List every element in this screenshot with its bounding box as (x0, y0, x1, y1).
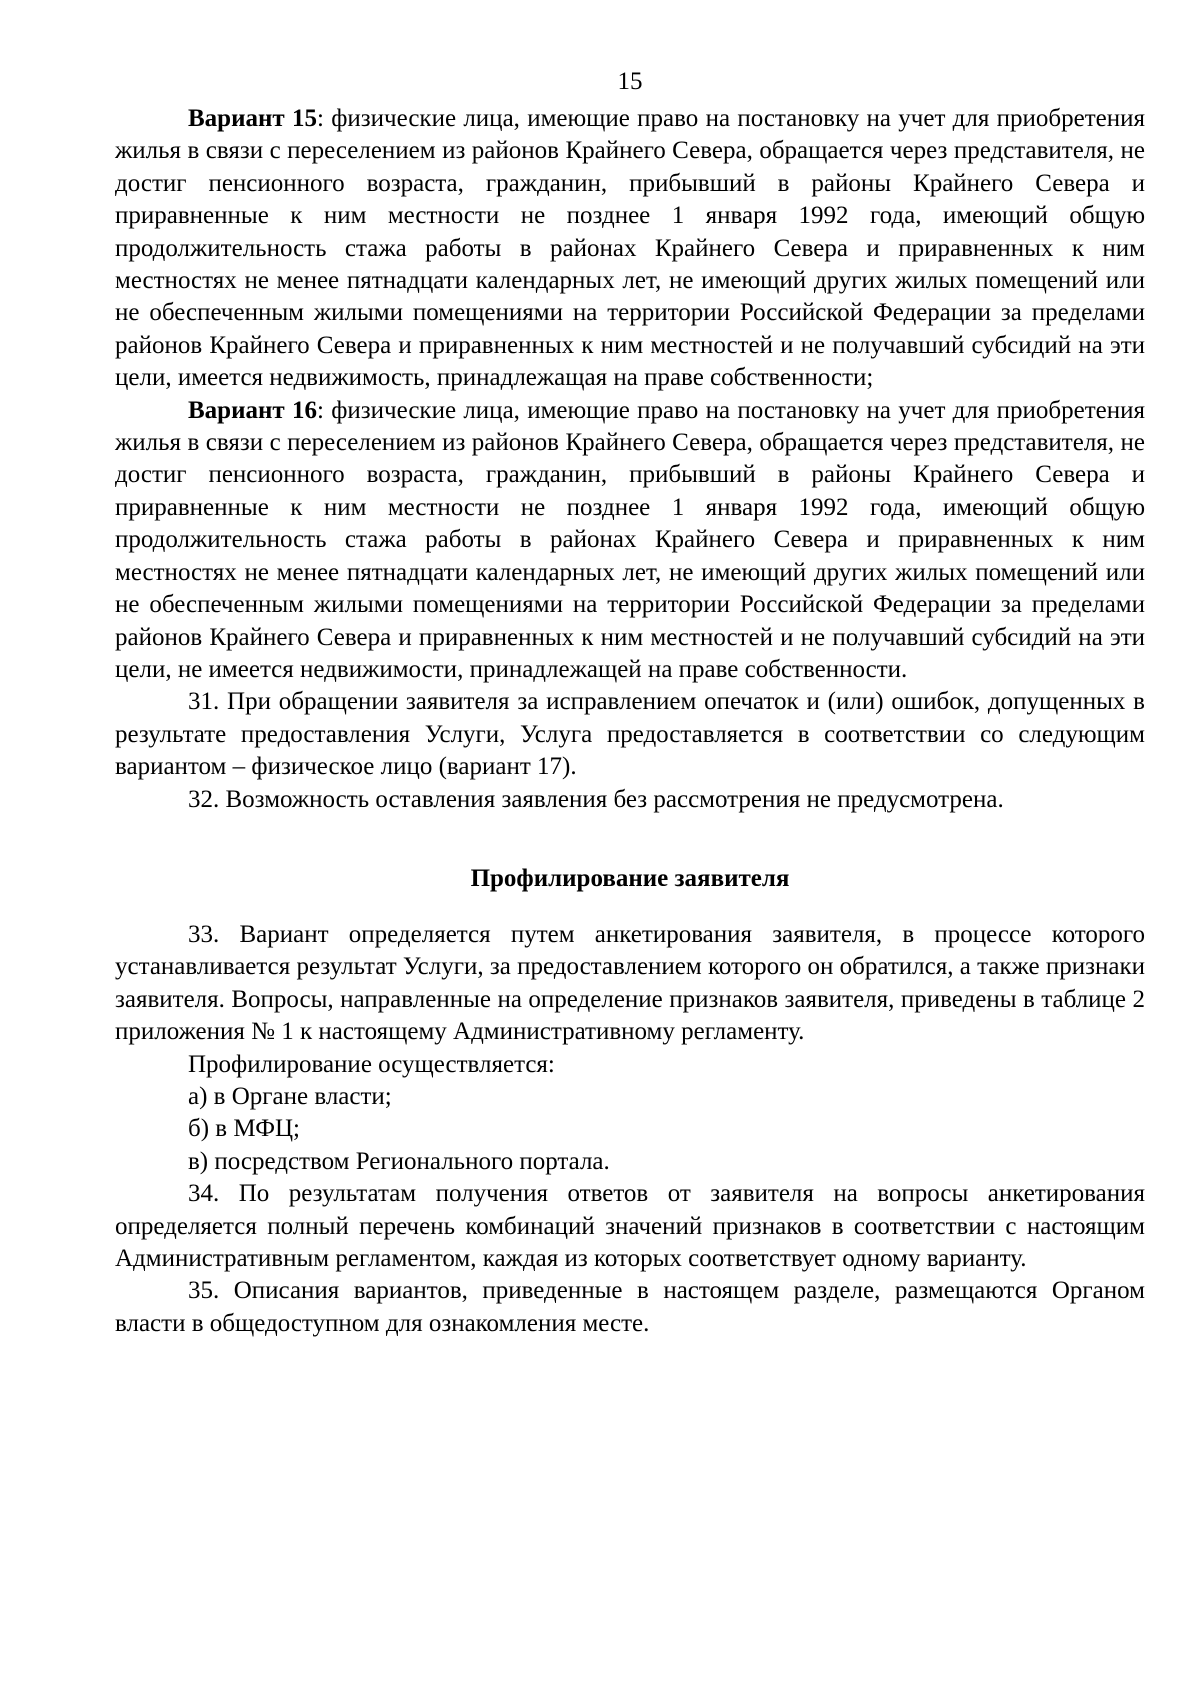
variant-15-paragraph (115, 103, 1145, 395)
paragraph-31: 31. При обращении заявителя за исправлением опечаток и (или) ошибок, допущенных в результате предоставления Услуги, Услуга предоставляется в соответствии со следующим вариантом – физическое лицо (вариант 17). (115, 688, 1145, 781)
variant-16-text: : физические лица, имеющие право на постановку на учет для приобретения жилья в связи с переселением из районов Крайнего Севера, обращается через представителя, не достиг пенсионного возраста, гражданин, прибывший в районы Крайнего Севера и приравненные к ним местности не позднее 1 января 1992 года, имеющий общую продолжительность стажа работы в районах Крайнего Севера и приравненных к ним местностях не менее пятнадцати календарных лет, не имеющий других жилых помещений или не обеспеченным жилыми помещениями на территории Российской Федерации за пределами районов Крайнего Севера и приравненных к ним местностей и не получавший субсидий на эти цели, не имеется недвижимости, принадлежащей на праве собственности. (115, 396, 1146, 683)
variant-15-text: : физические лица, имеющие право на постановку на учет для приобретения жилья в связи с переселением из районов Крайнего Севера, обращается через представителя, не достиг пенсионного возраста, гражданин, прибывший в районы Крайнего Севера и приравненные к ним местности не позднее 1 января 1992 года, имеющий общую продолжительность стажа работы в районах Крайнего Севера и приравненных к ним местностях не менее пятнадцати календарных лет, не имеющий других жилых помещений или не обеспеченным жилыми помещениями на территории Российской Федерации за пределами районов Крайнего Севера и приравненных к ним местностей и не получавший субсидий на эти цели, имеется недвижимость, принадлежащая на праве собственности; (115, 105, 1146, 392)
document-page (115, 66, 1145, 1340)
profiling-item-b: б) в МФЦ; (188, 1115, 300, 1143)
profiling-intro: Профилирование осуществляется: (188, 1050, 555, 1078)
variant-16-paragraph (115, 395, 1145, 687)
variant-16-label: Вариант 16 (188, 396, 317, 424)
paragraph-33: 33. Вариант определяется путем анкетирования заявителя, в процессе которого устанавливается результат Услуги, за предоставлением которого он обратился, а также признаки заявителя. Вопросы, направленные на определение признаков заявителя, приведены в таблице 2 приложения № 1 к настоящему Административному регламенту. (115, 920, 1145, 1046)
page-number: 15 (617, 68, 643, 95)
profiling-item-c: в) посредством Регионального портала. (188, 1147, 610, 1175)
section-heading: Профилирование заявителя (470, 864, 790, 892)
variant-15-label: Вариант 15 (188, 105, 317, 132)
profiling-item-a: а) в Органе власти; (188, 1082, 392, 1110)
paragraph-32: 32. Возможность оставления заявления без рассмотрения не предусмотрена. (188, 785, 1004, 813)
paragraph-34: 34. По результатам получения ответов от заявителя на вопросы анкетирования определяется полный перечень комбинаций значений признаков в соответствии с настоящим Административным регламентом, каждая из которых соответствует одному варианту. (115, 1180, 1145, 1272)
paragraph-35: 35. Описания вариантов, приведенные в настоящем разделе, размещаются Органом власти в общедоступном для ознакомления месте. (115, 1277, 1145, 1337)
